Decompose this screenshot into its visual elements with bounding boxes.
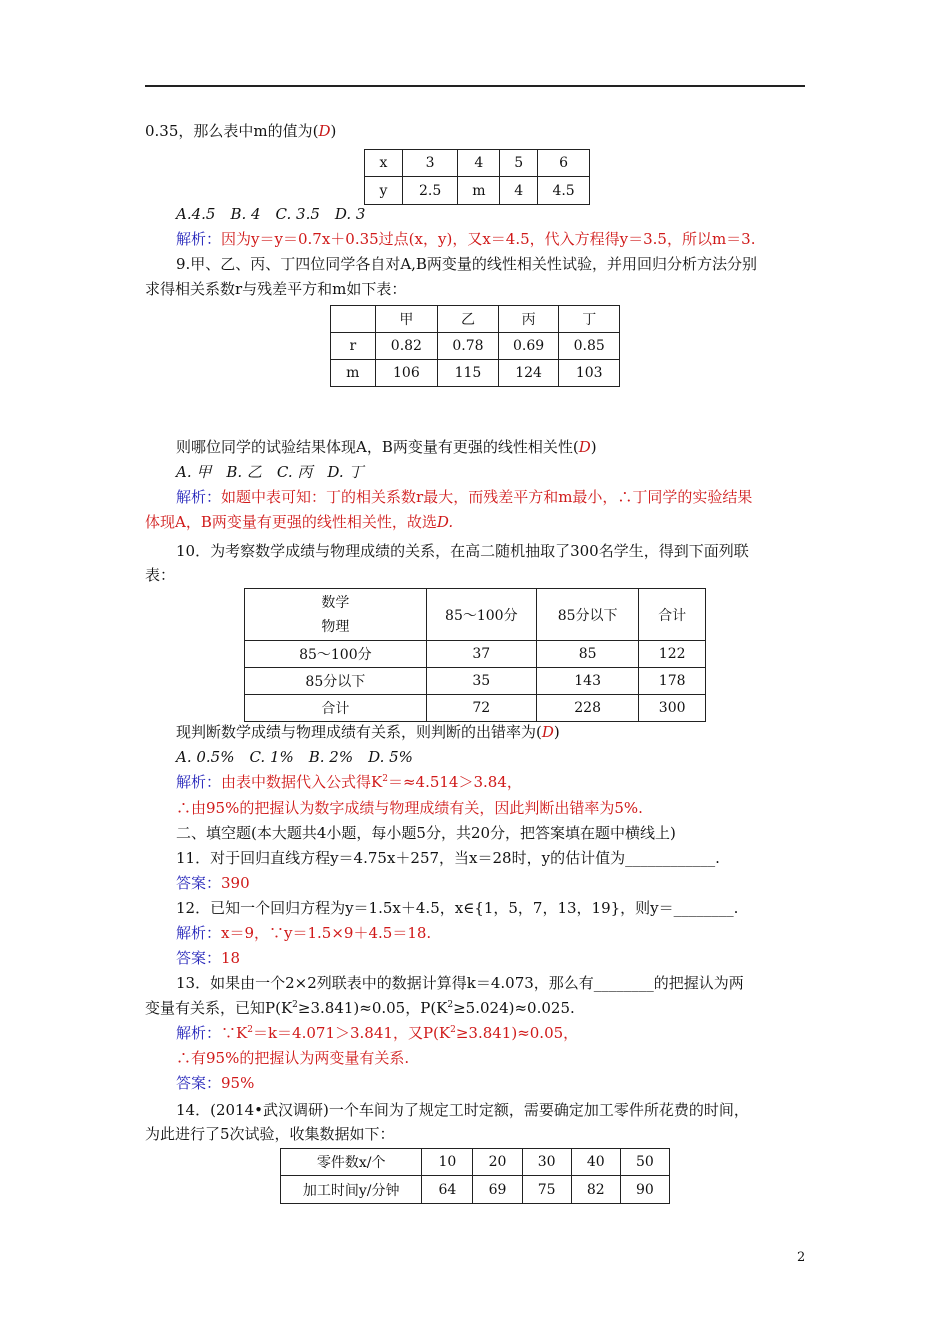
table-cell: 10	[422, 1149, 473, 1176]
table-cell: 85分以下	[245, 668, 427, 695]
q10-stem-line2: 表：	[145, 566, 176, 584]
table-cell: 72	[426, 695, 536, 722]
q13-analysis-line2: ∴有95%的把握认为两变量有关系.	[176, 1049, 410, 1067]
q13-analysis-line1: 解析：$\because K^2=k=4.071>3.841$，又$P(K^2\ge 3.841)\approx 0.05$，	[176, 1024, 579, 1042]
table-cell: 143	[536, 668, 638, 695]
table-cell: 106	[375, 360, 438, 387]
table-cell: 85分以下	[536, 589, 638, 641]
table-cell	[331, 306, 376, 333]
q8-stem: 0.35，那么表中m的值为(D)	[145, 122, 337, 140]
table-cell: 40	[571, 1149, 620, 1176]
q10-options: A. 0.5% C. 1% B. 2% D. 5%	[176, 748, 413, 766]
q14-table	[280, 1148, 670, 1204]
table-cell: 甲	[375, 306, 438, 333]
table-cell: 30	[522, 1149, 571, 1176]
table-cell: y	[365, 177, 403, 205]
q10-question: 现判断数学成绩与物理成绩有关系，则判断的出错率为(D)	[176, 723, 560, 741]
table-cell: 50	[620, 1149, 669, 1176]
table-cell: 178	[639, 668, 706, 695]
corner-bottom-label: 物理	[321, 618, 350, 635]
q11-answer: 答案：390	[176, 874, 250, 892]
table-cell: 6	[538, 150, 590, 177]
q13-stem-line1: 13．如果由一个2×2列联表中的数据计算得k＝4.073，那么有________的把握认为两	[176, 974, 744, 992]
table-cell: 0.69	[498, 333, 559, 360]
table-cell: 90	[620, 1176, 669, 1204]
header-rule	[145, 85, 805, 87]
table-cell: 2.5	[402, 177, 458, 205]
page-number: 2	[797, 1250, 806, 1265]
table-cell: 85～100分	[245, 641, 427, 668]
q12-analysis: 解析：x＝9，∵y＝1.5×9＋4.5＝18.	[176, 924, 432, 942]
table-cell: 0.82	[375, 333, 438, 360]
q10-stem-line1: 10．为考察数学成绩与物理成绩的关系，在高二随机抽取了300名学生，得到下面列联	[176, 542, 749, 560]
table-cell: 丁	[559, 306, 620, 333]
q8-analysis: 解析：因为y＝y＝0.7x＋0.35过点(x，y)，又x＝4.5，代入方程得y＝3.5，所以m＝3.	[176, 230, 756, 248]
q9-question: 则哪位同学的试验结果体现A，B两变量有更强的线性相关性(D)	[176, 438, 597, 456]
q8-table	[364, 149, 590, 205]
table-cell: 64	[422, 1176, 473, 1204]
q9-options: A. 甲 B. 乙 C. 丙 D. 丁	[176, 463, 364, 481]
table-cell: 合计	[639, 589, 706, 641]
table-cell: m	[331, 360, 376, 387]
table-cell: 69	[473, 1176, 522, 1204]
q12-stem: 12．已知一个回归方程为y＝1.5x＋4.5，x∈{1，5，7，13，19}，则y＝________.	[176, 899, 739, 917]
table-cell: 合计	[245, 695, 427, 722]
table-cell: 乙	[438, 306, 499, 333]
table-cell: 82	[571, 1176, 620, 1204]
table-cell: 85	[536, 641, 638, 668]
q14-stem-line2: 为此进行了5次试验，收集数据如下：	[145, 1125, 395, 1143]
table-cell: 丙	[498, 306, 559, 333]
q13-answer: 答案：95%	[176, 1074, 255, 1092]
q10-table	[244, 588, 706, 722]
table-cell: 5	[500, 150, 538, 177]
q8-options: A.4.5 B. 4 C. 3.5 D. 3	[176, 205, 366, 223]
table-cell: 124	[498, 360, 559, 387]
table-cell: 103	[559, 360, 620, 387]
corner-top-label: 数学	[321, 594, 350, 611]
table-cell: 122	[639, 641, 706, 668]
q9-table	[330, 305, 620, 387]
q10-analysis-line1: 解析：由表中数据代入公式得$K^2=\approx 4.514>3.84$，	[176, 773, 522, 791]
q14-stem-line1: 14．(2014•武汉调研)一个车间为了规定工时定额，需要确定加工零件所花费的时间，	[176, 1101, 749, 1119]
table-cell: 228	[536, 695, 638, 722]
q9-stem-line2: 求得相关系数r与残差平方和m如下表：	[145, 280, 407, 298]
table-cell: 85～100分	[426, 589, 536, 641]
table-cell: 加工时间y/分钟	[281, 1176, 422, 1204]
table-cell	[245, 589, 427, 641]
table-cell: 3	[402, 150, 458, 177]
q12-answer: 答案：18	[176, 949, 241, 967]
table-cell: 37	[426, 641, 536, 668]
table-cell: r	[331, 333, 376, 360]
table-cell: 4	[458, 150, 500, 177]
q9-analysis-line1: 解析：如题中表可知：丁的相关系数r最大，而残差平方和m最小，∴丁同学的实验结果	[176, 488, 753, 506]
table-cell: 0.78	[438, 333, 499, 360]
section2-heading: 二、填空题(本大题共4小题，每小题5分，共20分，把答案填在题中横线上)	[176, 824, 676, 842]
table-cell: 4	[500, 177, 538, 205]
q11-stem: 11．对于回归直线方程y＝4.75x＋257，当x＝28时，y的估计值为____________.	[176, 849, 720, 867]
table-cell: 115	[438, 360, 499, 387]
table-cell: 20	[473, 1149, 522, 1176]
table-cell: 300	[639, 695, 706, 722]
table-cell: m	[458, 177, 500, 205]
q10-analysis-line2: ∴由95%的把握认为数字成绩与物理成绩有关，因此判断出错率为5%.	[176, 799, 643, 817]
table-cell: 0.85	[559, 333, 620, 360]
q9-stem-line1: 9.甲、乙、丙、丁四位同学各自对A,B两变量的线性相关性试验，并用回归分析方法分别	[176, 255, 757, 273]
table-cell: 零件数x/个	[281, 1149, 422, 1176]
table-cell: 75	[522, 1176, 571, 1204]
table-cell: 4.5	[538, 177, 590, 205]
q13-stem-line2: 变量有关系，已知$P(K^2\ge 3.841)\approx 0.05$，$P(K^2\ge 5.024)\approx 0.025$.	[145, 999, 575, 1017]
table-cell: x	[365, 150, 403, 177]
table-cell: 35	[426, 668, 536, 695]
q9-analysis-line2: 体现A，B两变量有更强的线性相关性，故选D.	[145, 513, 454, 531]
